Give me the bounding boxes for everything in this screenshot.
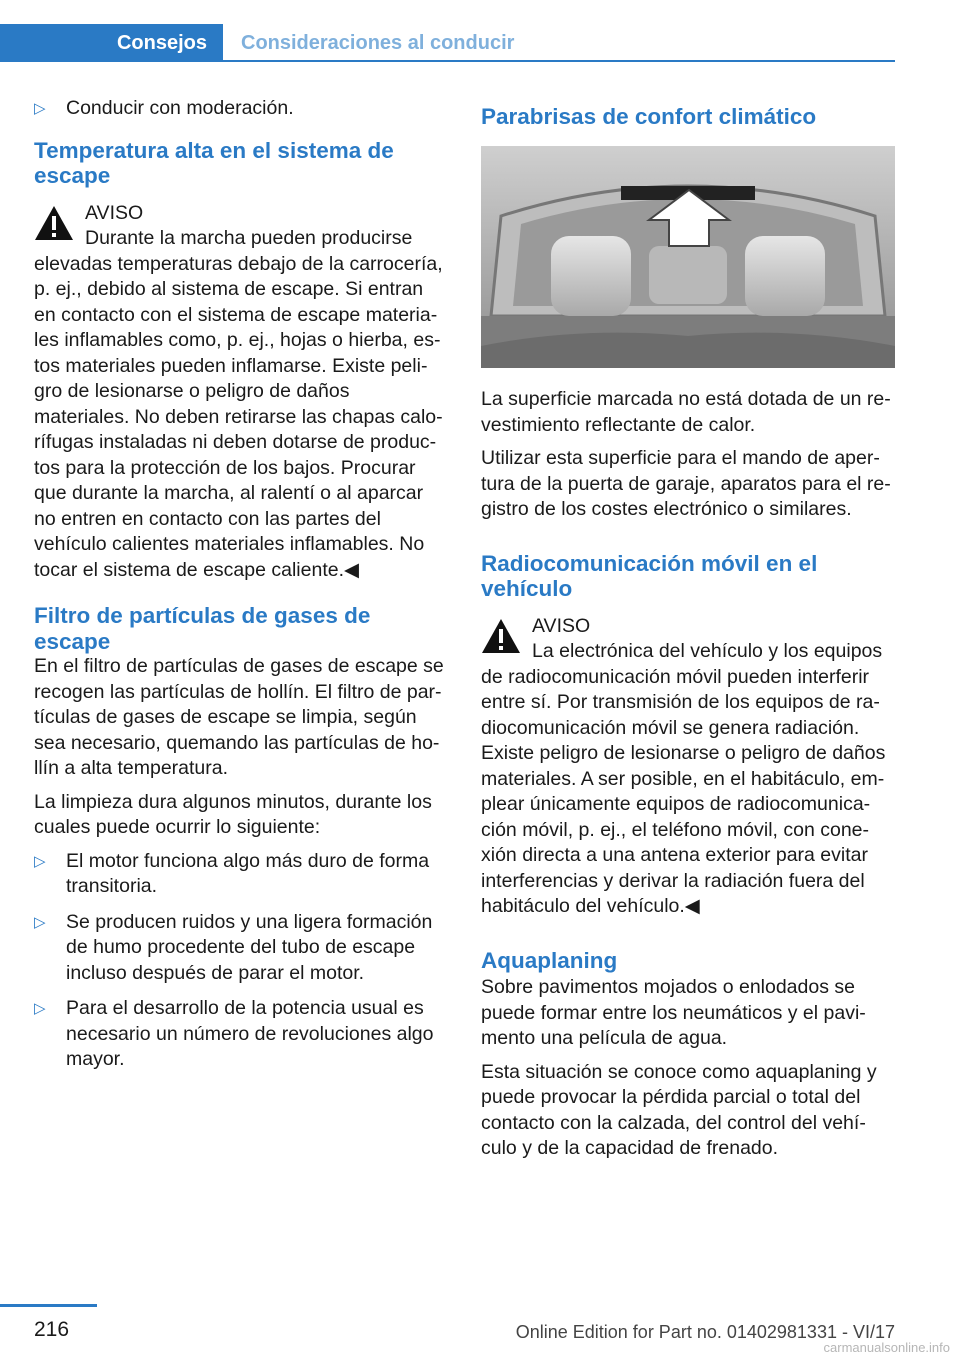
heading-filtro: Filtro de partículas de gases de escape bbox=[34, 603, 371, 654]
warning-triangle-icon bbox=[34, 205, 74, 241]
right-column bbox=[481, 104, 895, 1162]
section-tab-consideraciones[interactable]: Consideraciones al conducir bbox=[241, 32, 515, 54]
warning-text: elevadas temperaturas debajo de la carrocería, p. ej., debido al sistema de escape. Si entran en contacto con el sistema de escape materia‐les inflamables como, p. ej., hojas o hierba, es‐tos materiales pueden inflamarse. Existe peli‐gro de lesionarse o peligro de daños materiales. No deben retirarse las chapas calo‐rífugas instaladas ni deben dotarse de produc‐tos para la protección de los bajos. Procurar que durante la marcha, al ralentí o al aparcar no entren en contacto con las partes del vehículo calientes materiales inflamables. No tocar el sistema de escape caliente.◀ bbox=[34, 252, 443, 581]
triangle-right-icon: ▷ bbox=[34, 913, 46, 931]
warning-first-line: La electrónica del vehículo y los equipos bbox=[532, 640, 883, 662]
list-item bbox=[34, 96, 448, 122]
warning-block bbox=[34, 201, 448, 584]
heading-temperatura: Temperatura alta en el sistema de escape bbox=[34, 137, 394, 188]
list-item bbox=[34, 996, 448, 1073]
header-rule bbox=[223, 60, 895, 62]
heading-parabrisas: Parabrisas de confort climático bbox=[481, 104, 817, 129]
bullet-list bbox=[34, 849, 448, 1073]
heading-aquaplaning: Aquaplaning bbox=[481, 947, 618, 973]
warning-label: AVISO bbox=[85, 201, 144, 224]
header-bar bbox=[0, 0, 960, 62]
paragraph: Utilizar esta superficie para el mando de aper‐tura de la puerta de garaje, aparatos para el re‐gistro de los costes electrónico o similares. bbox=[481, 447, 891, 520]
warning-label: AVISO bbox=[532, 614, 591, 637]
section-tab-consejos[interactable]: Consejos bbox=[0, 24, 223, 62]
triangle-right-icon: ▷ bbox=[34, 1000, 46, 1017]
list-item bbox=[34, 849, 448, 900]
triangle-right-icon: ▷ bbox=[34, 852, 46, 870]
heading-radiocomunicacion: Radiocomunicación móvil en el vehículo bbox=[481, 550, 818, 601]
warning-triangle-icon bbox=[481, 618, 521, 654]
watermark[interactable]: carmanualsonline.info bbox=[823, 1340, 950, 1355]
list-item-text: El motor funciona algo más duro de forma transitoria. bbox=[66, 849, 430, 897]
footer-rule bbox=[0, 1304, 97, 1307]
warning-first-line: Durante la marcha pueden producirse bbox=[85, 227, 413, 249]
list-item-text: Para el desarrollo de la potencia usual es necesario un número de revoluciones algo mayor. bbox=[66, 997, 434, 1070]
page-number: 216 bbox=[34, 1318, 70, 1341]
paragraph: Sobre pavimentos mojados o enlodados se puede formar entre los neumáticos y el pavi‐mento una película de agua. bbox=[481, 976, 866, 1049]
triangle-right-icon: ▷ bbox=[34, 100, 46, 117]
paragraph: La limpieza dura algunos minutos, durante los cuales puede ocurrir lo siguiente: bbox=[34, 790, 432, 838]
list-item-text: Se producen ruidos y una ligera formación de humo procedente del tubo de escape incluso después de parar el motor. bbox=[66, 910, 433, 984]
list-item bbox=[34, 910, 448, 987]
list-item-text: Conducir con moderación. bbox=[66, 97, 294, 119]
edition-text: Online Edition for Part no. 01402981331 - VI/17 bbox=[515, 1322, 895, 1342]
warning-block bbox=[481, 614, 895, 920]
warning-text: de radiocomunicación móvil pueden interferir entre sí. Por transmisión de los equipos de ra‐diocomunicación móvil se genera radiación. Existe peligro de lesionarse o peligro de daños materiales. A ser posible, en el habitáculo, em‐plear únicamente equipos de radiocomunica‐ción móvil, p. ej., el teléfono móvil, con cone‐xión directa a una antena exterior para evitar interferencias y derivar la radiación fuera del habitáculo del vehículo.◀ bbox=[481, 665, 886, 917]
paragraph: Esta situación se conoce como aquaplaning y puede provocar la pérdida parcial o total del contacto con la calzada, del control del vehí‐culo y de la capacidad de frenado. bbox=[481, 1060, 877, 1159]
left-column bbox=[34, 96, 448, 1083]
paragraph: La superficie marcada no está dotada de un re‐vestimiento reflectante de calor. bbox=[481, 388, 891, 436]
windshield-photo bbox=[481, 146, 895, 368]
paragraph: En el filtro de partículas de gases de escape se recogen las partículas de hollín. El filtro de par‐tículas de gases de escape se limpia, según sea necesario, quemando las partículas de ho‐llín a alta temperatura. bbox=[34, 655, 444, 779]
